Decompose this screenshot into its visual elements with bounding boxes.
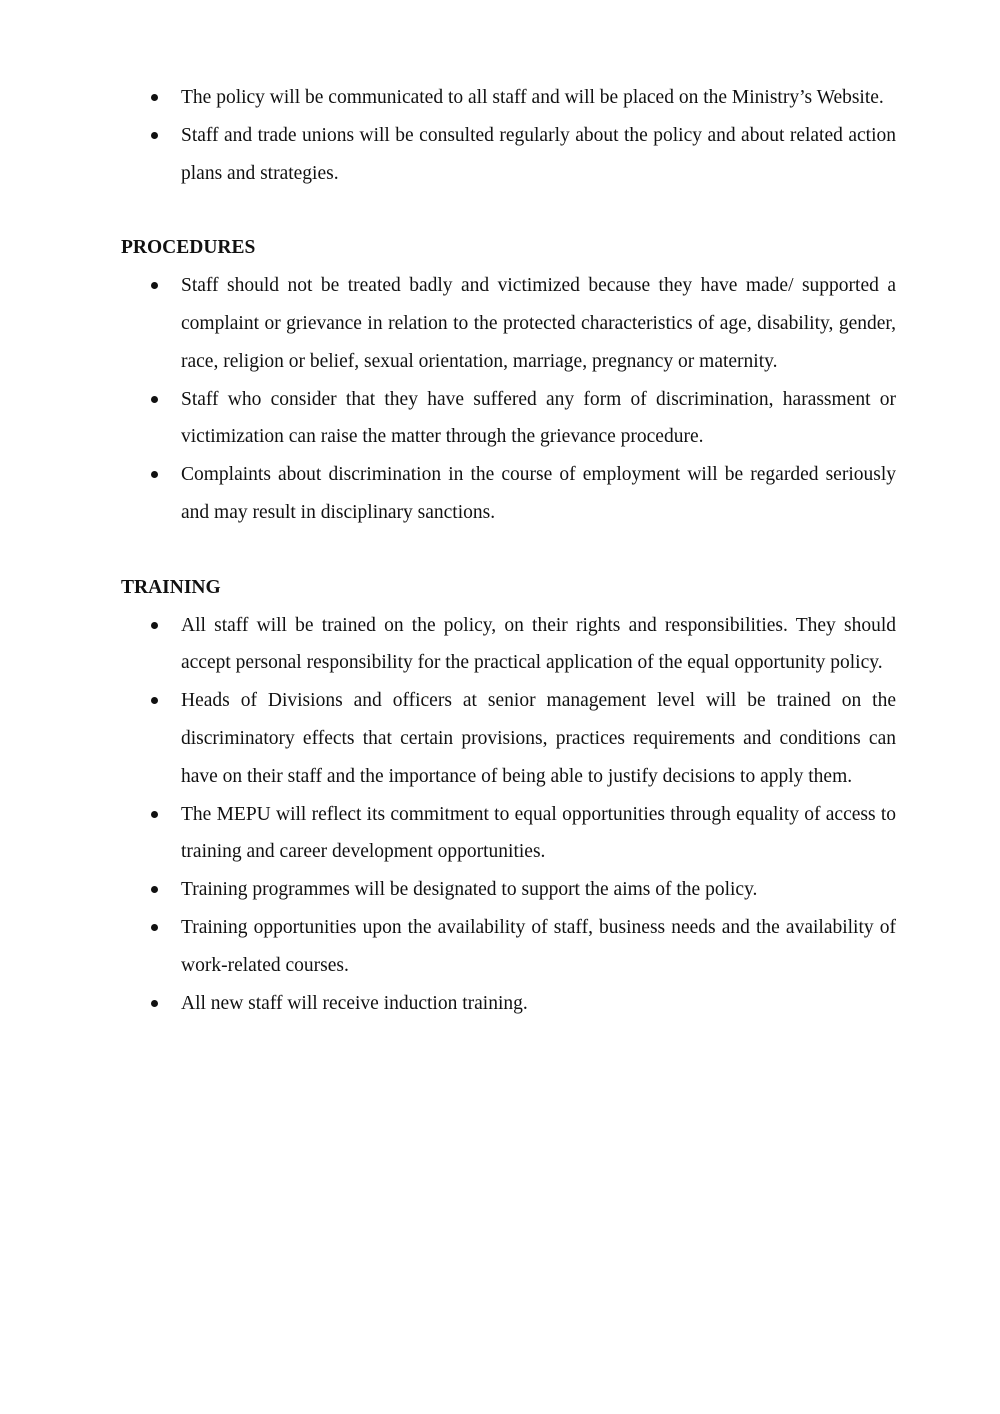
list-item bbox=[121, 607, 896, 683]
list-item-text: All new staff will receive induction training. bbox=[181, 992, 528, 1014]
list-item bbox=[121, 909, 896, 985]
list-item bbox=[121, 79, 896, 117]
bullet-icon bbox=[151, 396, 158, 403]
list-item bbox=[121, 985, 896, 1023]
training-heading: TRAINING bbox=[121, 576, 221, 598]
list-item-text: Training programmes will be designated to support the aims of the policy. bbox=[181, 879, 758, 901]
bullet-icon bbox=[151, 1000, 158, 1007]
intro-bullet-list bbox=[121, 79, 896, 192]
bullet-icon bbox=[151, 282, 158, 289]
list-item bbox=[121, 381, 896, 457]
list-item bbox=[121, 267, 896, 380]
training-bullet-list bbox=[121, 607, 896, 1023]
section-spacer bbox=[121, 532, 896, 569]
bullet-icon bbox=[151, 471, 158, 478]
bullet-icon bbox=[151, 886, 158, 893]
bullet-icon bbox=[151, 811, 158, 818]
document-body bbox=[121, 79, 896, 1022]
list-item bbox=[121, 682, 896, 795]
list-item bbox=[121, 871, 896, 909]
list-item-text: Heads of Divisions and officers at senior management level will be trained on the discriminatory effects that certain provisions, practices requirements and conditions can have on their staff and the importance of being able to justify decisions to apply them. bbox=[181, 690, 896, 787]
procedures-bullet-list bbox=[121, 267, 896, 532]
bullet-icon bbox=[151, 924, 158, 931]
list-item-text: Complaints about discrimination in the course of employment will be regarded seriously and may result in disciplinary sanctions. bbox=[181, 464, 896, 523]
list-item bbox=[121, 456, 896, 532]
list-item-text: All staff will be trained on the policy, on their rights and responsibilities. They should accept personal responsibility for the practical application of the equal opportunity policy. bbox=[181, 614, 896, 674]
list-item-text: The MEPU will reflect its commitment to equal opportunities through equality of access to training and career development opportunities. bbox=[181, 803, 896, 863]
section-spacer bbox=[121, 192, 896, 229]
list-item bbox=[121, 117, 896, 193]
list-item-text: Training opportunities upon the availability of staff, business needs and the availability of work-related courses. bbox=[181, 916, 896, 976]
list-item-text: Staff who consider that they have suffered any form of discrimination, harassment or victimization can raise the matter through the grievance procedure. bbox=[181, 388, 896, 448]
list-item bbox=[121, 796, 896, 872]
bullet-icon bbox=[151, 697, 158, 704]
bullet-icon bbox=[151, 94, 158, 101]
list-item-text: The policy will be communicated to all staff and will be placed on the Ministry’s Website. bbox=[181, 87, 884, 108]
bullet-icon bbox=[151, 622, 158, 629]
procedures-heading: PROCEDURES bbox=[121, 237, 256, 259]
bullet-icon bbox=[151, 132, 158, 139]
list-item-text: Staff and trade unions will be consulted regularly about the policy and about related action plans and strategies. bbox=[181, 124, 896, 184]
list-item-text: Staff should not be treated badly and victimized because they have made/ supported a complaint or grievance in relation to the protected characteristics of age, disability, gender, race, religion or belief, sexual orientation, marriage, pregnancy or maternity. bbox=[181, 275, 896, 372]
